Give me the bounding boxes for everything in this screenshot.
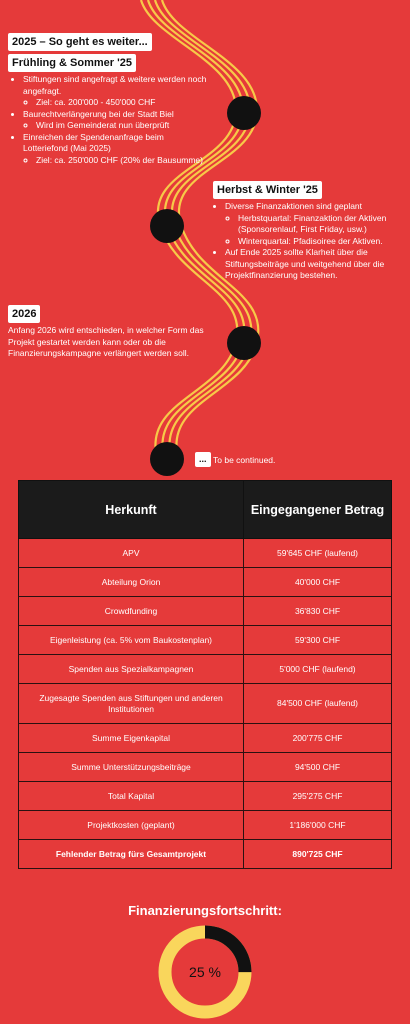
row-source: APV — [19, 539, 244, 568]
spring-list — [9, 74, 209, 166]
table-row — [19, 811, 392, 840]
row-amount: 59'300 CHF — [244, 626, 392, 655]
row-source: Summe Eigenkapital — [19, 724, 244, 753]
spring-sub-3: ◦ Ziel: ca. 250'000 CHF (20% der Bausumme) — [36, 155, 209, 167]
row-source: Crowdfunding — [19, 597, 244, 626]
row-source: Eigenleistung (ca. 5% vom Baukostenplan) — [19, 626, 244, 655]
row-source: Abteilung Orion — [19, 568, 244, 597]
row-source: Zugesagte Spenden aus Stiftungen und anderen Institutionen — [19, 684, 244, 724]
table-row — [19, 724, 392, 753]
continued-text: To be continued. — [213, 455, 276, 465]
row-amount: 59'645 CHF (laufend) — [244, 539, 392, 568]
row-amount: 295'275 CHF — [244, 782, 392, 811]
row-source: Summe Unterstützungsbeiträge — [19, 753, 244, 782]
autumn-title: Herbst & Winter '25 — [213, 181, 322, 199]
table-row — [19, 684, 392, 724]
row-amount: 1'186'000 CHF — [244, 811, 392, 840]
row-amount: 890'725 CHF — [244, 840, 392, 869]
timeline-dot-autumn — [150, 209, 184, 243]
table-row-total-missing — [19, 840, 392, 869]
row-amount: 5'000 CHF (laufend) — [244, 655, 392, 684]
progress-title: Finanzierungsfortschritt: — [128, 903, 282, 918]
autumn-bullet-1: • Diverse Finanzaktionen sind geplant ◦ Herbstquartal: Finanzaktion der Aktiven (Sponsorenlauf, First Friday, usw.) ◦ Winterquartal: Pfadisoiree der Aktiven. — [225, 201, 407, 247]
row-source: Total Kapital — [19, 782, 244, 811]
table-row — [19, 626, 392, 655]
spring-bullet-1: • Stiftungen sind angefragt & weitere werden noch angefragt. ◦ Ziel: ca. 200'000 - 450'000 CHF — [23, 74, 209, 109]
year-2026-text: Anfang 2026 wird entschieden, in welcher Form das Projekt gestartet werden kann oder ob die Finanzierungskampagne verlängert werden soll. — [8, 325, 204, 358]
progress-label: 25 % — [189, 964, 221, 980]
row-amount: 94'500 CHF — [244, 753, 392, 782]
timeline-dot-spring — [227, 96, 261, 130]
spring-title: Frühling & Sommer '25 — [8, 54, 136, 72]
table-row — [19, 655, 392, 684]
row-source: Projektkosten (geplant) — [19, 811, 244, 840]
row-amount: 84'500 CHF (laufend) — [244, 684, 392, 724]
row-amount: 40'000 CHF — [244, 568, 392, 597]
autumn-bullet-2: • Auf Ende 2025 sollte Klarheit über die Stiftungsbeiträge und weitgehend über die Projektfinanzierung bestehen. — [225, 247, 407, 282]
progress-donut — [155, 922, 255, 1024]
table-row — [19, 568, 392, 597]
spring-sub-2: ◦ Wird im Gemeinderat nun überprüft — [36, 120, 209, 132]
col-header-source: Herkunft — [19, 481, 244, 539]
autumn-sub-1: ◦ Herbstquartal: Finanzaktion der Aktiven (Sponsorenlauf, First Friday, usw.) — [238, 213, 407, 236]
year-2026-title: 2026 — [8, 305, 40, 323]
spring-bullet-2: • Baurechtverlängerung bei der Stadt Biel ◦ Wird im Gemeinderat nun überprüft — [23, 109, 209, 132]
row-source: Fehlender Betrag fürs Gesamtprojekt — [19, 840, 244, 869]
table-row — [19, 597, 392, 626]
autumn-list — [211, 201, 407, 282]
row-amount: 200'775 CHF — [244, 724, 392, 753]
financing-table — [18, 480, 392, 869]
row-amount: 36'830 CHF — [244, 597, 392, 626]
timeline-dot-continued — [150, 442, 184, 476]
spring-bullet-3: • Einreichen der Spendenanfrage beim Lotteriefond (Mai 2025) ◦ Ziel: ca. 250'000 CHF (20% der Bausumme) — [23, 132, 209, 167]
autumn-sub-2: ◦ Winterquartal: Pfadisoiree der Aktiven. — [238, 236, 407, 248]
timeline-dot-2026 — [227, 326, 261, 360]
continued-tag: ... — [195, 452, 211, 467]
table-row — [19, 539, 392, 568]
timeline-heading: 2025 – So geht es weiter... — [8, 33, 152, 51]
col-header-amount: Eingegangener Betrag — [244, 481, 392, 539]
table-row — [19, 782, 392, 811]
table-row — [19, 753, 392, 782]
spring-sub-1: ◦ Ziel: ca. 200'000 - 450'000 CHF — [36, 97, 209, 109]
row-source: Spenden aus Spezialkampagnen — [19, 655, 244, 684]
